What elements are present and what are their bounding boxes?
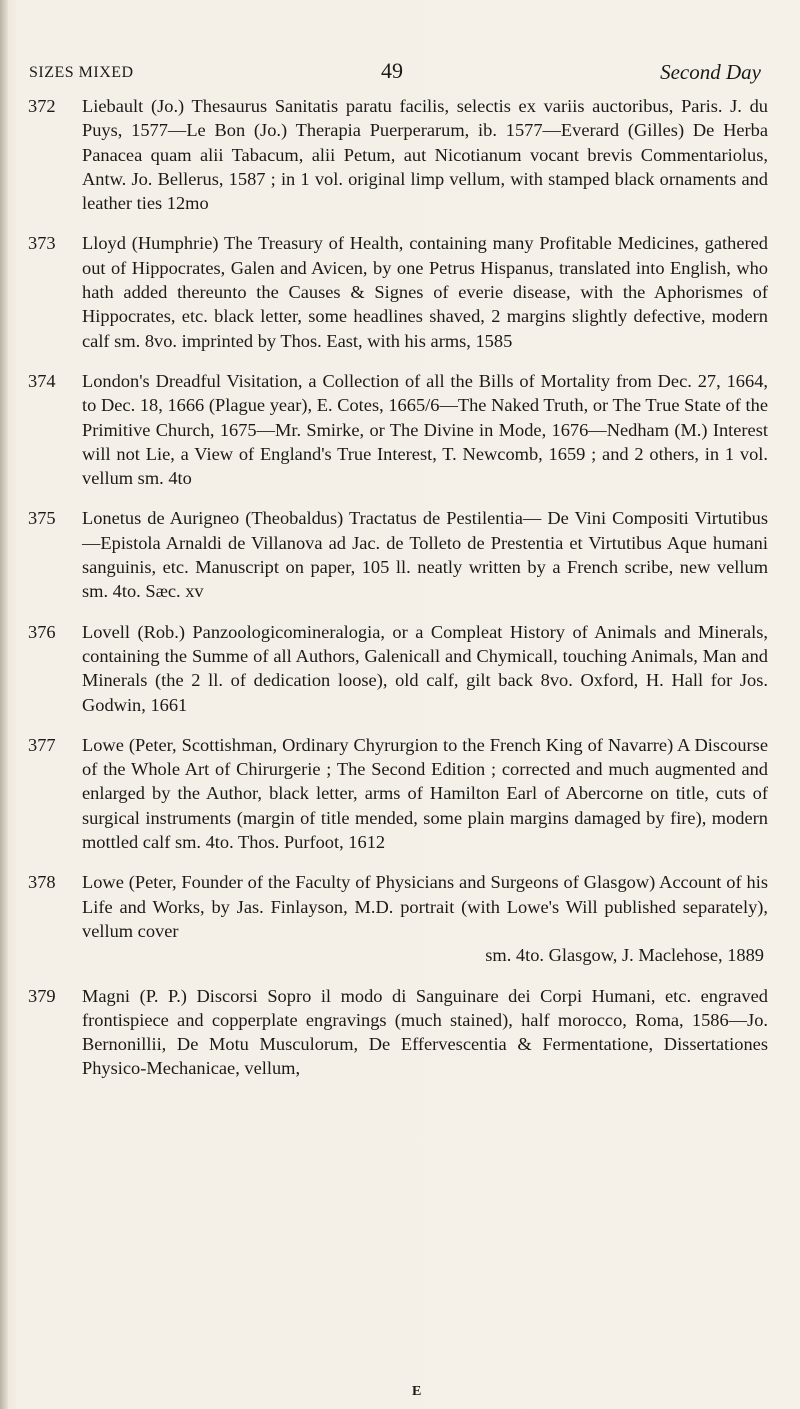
running-header bbox=[29, 56, 761, 86]
lot-number: 375 bbox=[28, 508, 56, 529]
page-number: 49 bbox=[381, 58, 403, 83]
header-section-title: SIZES MIXED bbox=[29, 64, 134, 81]
lot-description: Magni (P. P.) Discorsi Sopro il modo di Sanguinare dei Corpi Humani, etc. engraved frontispiece and copperplate engravings (much stained), half morocco, Roma, 1586—Jo. Bernonillii, De Motu Musculorum, De Effervescentia & Fermentatione, Dissertationes Physico-Mechanicae, vellum, bbox=[82, 985, 768, 1079]
catalogue-entry bbox=[28, 870, 768, 967]
lot-description: Lonetus de Aurigneo (Theobaldus) Tractatus de Pestilentia— De Vini Compositi Virtutibus—Epistola Arnaldi de Villanova ad Jac. de Tolleto de Prestentia et Virtutibus Aque humani sanguinis, etc. Manuscript on paper, 105 ll. neatly written by a French scribe, new vellum sm. 4to. Sæc. xv bbox=[82, 508, 768, 602]
catalogue-entry bbox=[28, 369, 768, 490]
signature-mark: E bbox=[412, 1384, 422, 1399]
lot-number: 374 bbox=[28, 370, 56, 391]
lot-description: Lowe (Peter, Scottishman, Ordinary Chyrurgion to the French King of Navarre) A Discourse of the Whole Art of Chirurgerie ; The Second Edition ; corrected and much augmented and enlarged by the Author, black letter, arms of Hamilton Earl of Abercorne on title, cuts of surgical instruments (margin of title mended, some plain margins damaged by fire), modern mottled calf sm. 4to. Thos. Purfoot, 1612 bbox=[82, 734, 768, 853]
lot-description: Liebault (Jo.) Thesaurus Sanitatis paratu facilis, selectis ex variis auctoribus, Paris. J. du Puys, 1577—Le Bon (Jo.) Therapia Puerperarum, ib. 1577—Everard (Gilles) De Herba Panacea quam alii Tabacum, alii Petum, aut Nicotianum vocant brevis Commentariolus, Antw. Jo. Bellerus, 1587 ; in 1 vol. original limp vellum, with stamped black ornaments and leather ties 12mo bbox=[82, 96, 768, 214]
catalogue-entry bbox=[28, 984, 768, 1081]
page-gutter bbox=[0, 0, 8, 1409]
lot-number: 376 bbox=[28, 621, 56, 642]
lot-number: 378 bbox=[28, 872, 56, 893]
catalogue-entry bbox=[28, 733, 768, 854]
lot-description: Lovell (Rob.) Panzoologicomineralogia, or a Compleat History of Animals and Minerals, containing the Summe of all Authors, Galenicall and Chymicall, touching Animals, Man and Minerals (the 2 ll. of dedication loose), old calf, gilt back 8vo. Oxford, H. Hall for Jos. Godwin, 1661 bbox=[82, 621, 768, 715]
lot-description: Lloyd (Humphrie) The Treasury of Health, containing many Profitable Medicines, gathered out of Hippocrates, Galen and Avicen, by one Petrus Hispanus, translated into English, who hath added thereunto the Causes & Signes of everie disease, with the Aphorismes of Hippocrates, etc. black letter, some headlines shaved, 2 margins slightly defective, modern calf sm. 8vo. imprinted by Thos. East, with his arms, 1585 bbox=[82, 233, 768, 351]
catalogue-entry bbox=[28, 620, 768, 717]
lot-imprint: sm. 4to. Glasgow, J. Maclehose, 1889 bbox=[485, 945, 764, 966]
lot-number: 377 bbox=[28, 734, 56, 755]
lot-number: 373 bbox=[28, 233, 56, 254]
catalogue-entry bbox=[28, 231, 768, 352]
lot-number: 379 bbox=[28, 985, 56, 1006]
lot-description: Lowe (Peter, Founder of the Faculty of Physicians and Surgeons of Glasgow) Account of his Life and Works, by Jas. Finlayson, M.D. portrait (with Lowe's Will published separately), vellum cover bbox=[82, 872, 768, 941]
header-day-title: Second Day bbox=[660, 60, 761, 84]
catalogue-entry bbox=[28, 94, 768, 215]
catalogue-entries bbox=[28, 94, 768, 1097]
lot-number: 372 bbox=[28, 96, 56, 116]
lot-description: London's Dreadful Visitation, a Collection of all the Bills of Mortality from Dec. 27, 1664, to Dec. 18, 1666 (Plague year), E. Cotes, 1665/6—The Naked Truth, or The True State of the Primitive Church, 1675—Mr. Smirke, or The Divine in Mode, 1676—Nedham (M.) Interest will not Lie, a View of England's True Interest, T. Newcomb, 1659 ; and 2 others, in 1 vol. vellum sm. 4to bbox=[82, 370, 768, 489]
catalogue-entry bbox=[28, 506, 768, 603]
